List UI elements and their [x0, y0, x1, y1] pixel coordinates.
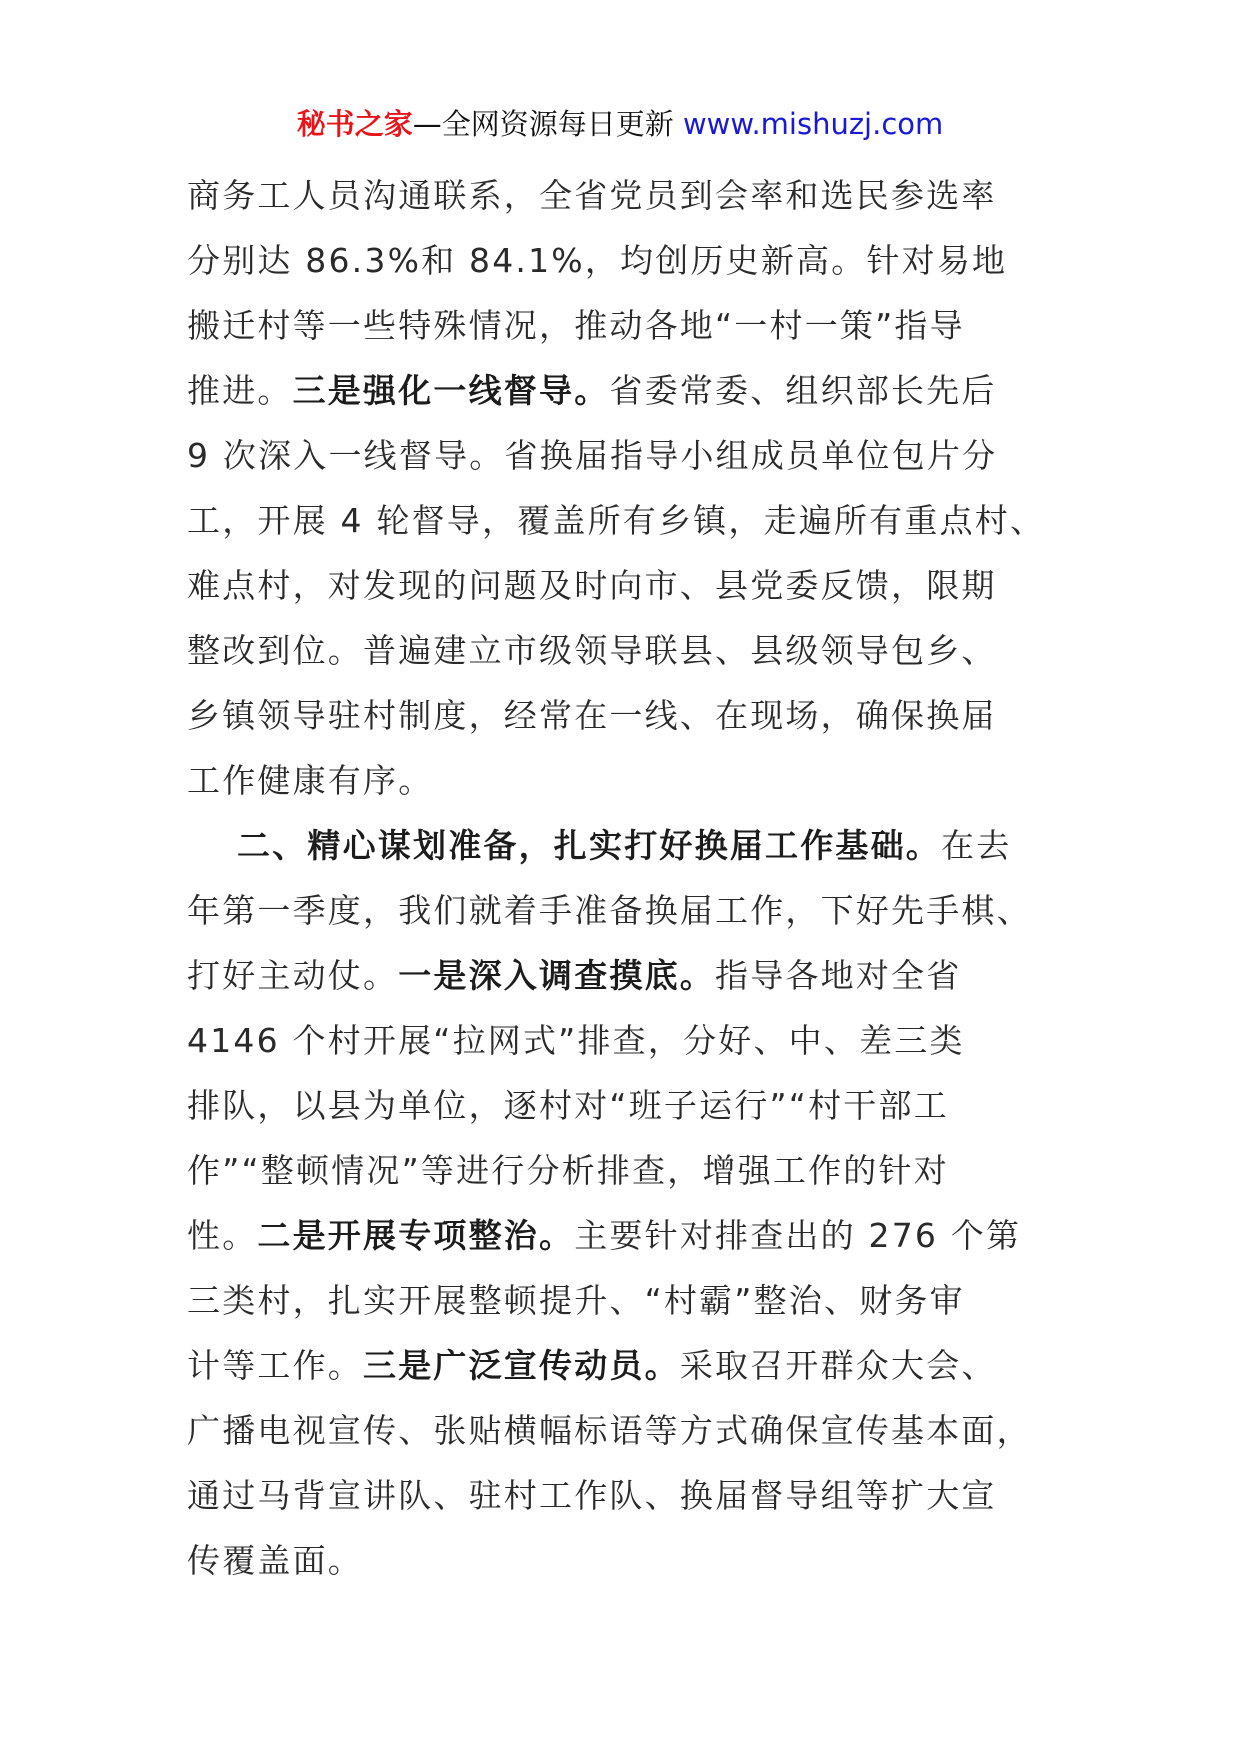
line-text: 主要针对排查出的 276 个第	[574, 1216, 1022, 1255]
line-text: 工，开展 4 轮督导，覆盖所有乡镇，走遍所有重点村、	[187, 501, 1046, 540]
line-text: 9 次深入一线督导。省换届指导小组成员单位包片分	[187, 436, 998, 475]
line-text: 省委常委、组织部长先后	[609, 371, 997, 410]
bold-heading: 三是广泛宣传动员。	[363, 1346, 680, 1385]
line-text: 4146 个村开展“拉网式”排查，分好、中、差三类	[187, 1021, 965, 1060]
section-heading: 二、精心谋划准备，扎实打好换届工作基础。	[237, 826, 941, 865]
site-url-link[interactable]: www.mishuzj.com	[682, 107, 944, 141]
line-text: 在去	[941, 826, 1012, 865]
line-text: 计等工作。	[187, 1346, 363, 1385]
bold-heading: 一是深入调查摸底。	[398, 956, 716, 995]
text-line	[187, 293, 1087, 358]
line-text: 通过马背宣讲队、驻村工作队、换届督导组等扩大宣	[187, 1476, 997, 1515]
line-text: 性。	[187, 1216, 258, 1255]
site-brand: 秘书之家	[296, 107, 413, 141]
text-line	[187, 423, 1087, 488]
line-text: 商务工人员沟通联系，全省党员到会率和选民参选率	[187, 176, 997, 215]
line-text: 整改到位。普遍建立市级领导联县、县级领导包乡、	[187, 631, 997, 670]
line-text: 乡镇领导驻村制度，经常在一线、在现场，确保换届	[187, 696, 997, 735]
text-line	[187, 1398, 1087, 1463]
text-line	[187, 163, 1087, 228]
line-text: 广播电视宣传、张贴横幅标语等方式确保宣传基本面，	[187, 1411, 1032, 1450]
line-text: 分别达 86.3%和 84.1%，均创历史新高。针对易地	[187, 241, 1008, 280]
text-line	[187, 943, 1087, 1008]
line-text: 搬迁村等一些特殊情况，推动各地“一村一策”指导	[187, 306, 965, 345]
text-line	[187, 553, 1087, 618]
bold-heading: 三是强化一线督导。	[292, 371, 610, 410]
line-text: 传覆盖面。	[187, 1541, 363, 1580]
text-line	[187, 683, 1087, 748]
text-line	[187, 1333, 1087, 1398]
line-text: 推进。	[187, 371, 293, 410]
section-heading-line	[187, 813, 1087, 878]
line-text: 年第一季度，我们就着手准备换届工作，下好先手棋、	[187, 891, 1032, 930]
text-line	[187, 1268, 1087, 1333]
line-text: 三类村，扎实开展整顿提升、“村霸”整治、财务审	[187, 1281, 965, 1320]
line-text: 排队，以县为单位，逐村对“班子运行”“村干部工	[187, 1086, 949, 1125]
site-slogan: —全网资源每日更新	[412, 107, 683, 141]
text-line	[187, 618, 1087, 683]
text-line	[187, 358, 1087, 423]
site-header	[0, 102, 1240, 146]
text-line	[187, 748, 1087, 813]
line-text: 工作健康有序。	[187, 761, 434, 800]
text-line	[187, 1203, 1087, 1268]
text-line	[187, 1463, 1087, 1528]
document-body	[187, 163, 1087, 1593]
text-line	[187, 1138, 1087, 1203]
line-text: 指导各地对全省	[715, 956, 962, 995]
text-line	[187, 488, 1087, 553]
line-text: 难点村，对发现的问题及时向市、县党委反馈，限期	[187, 566, 997, 605]
line-text: 打好主动仗。	[187, 956, 399, 995]
bold-heading: 二是开展专项整治。	[257, 1216, 575, 1255]
line-text: 采取召开群众大会、	[679, 1346, 997, 1385]
line-text: 作”“整顿情况”等进行分析排查，增强工作的针对	[187, 1151, 949, 1190]
text-line	[187, 228, 1087, 293]
text-line	[187, 878, 1087, 943]
text-line	[187, 1073, 1087, 1138]
text-line	[187, 1528, 1087, 1593]
text-line	[187, 1008, 1087, 1073]
